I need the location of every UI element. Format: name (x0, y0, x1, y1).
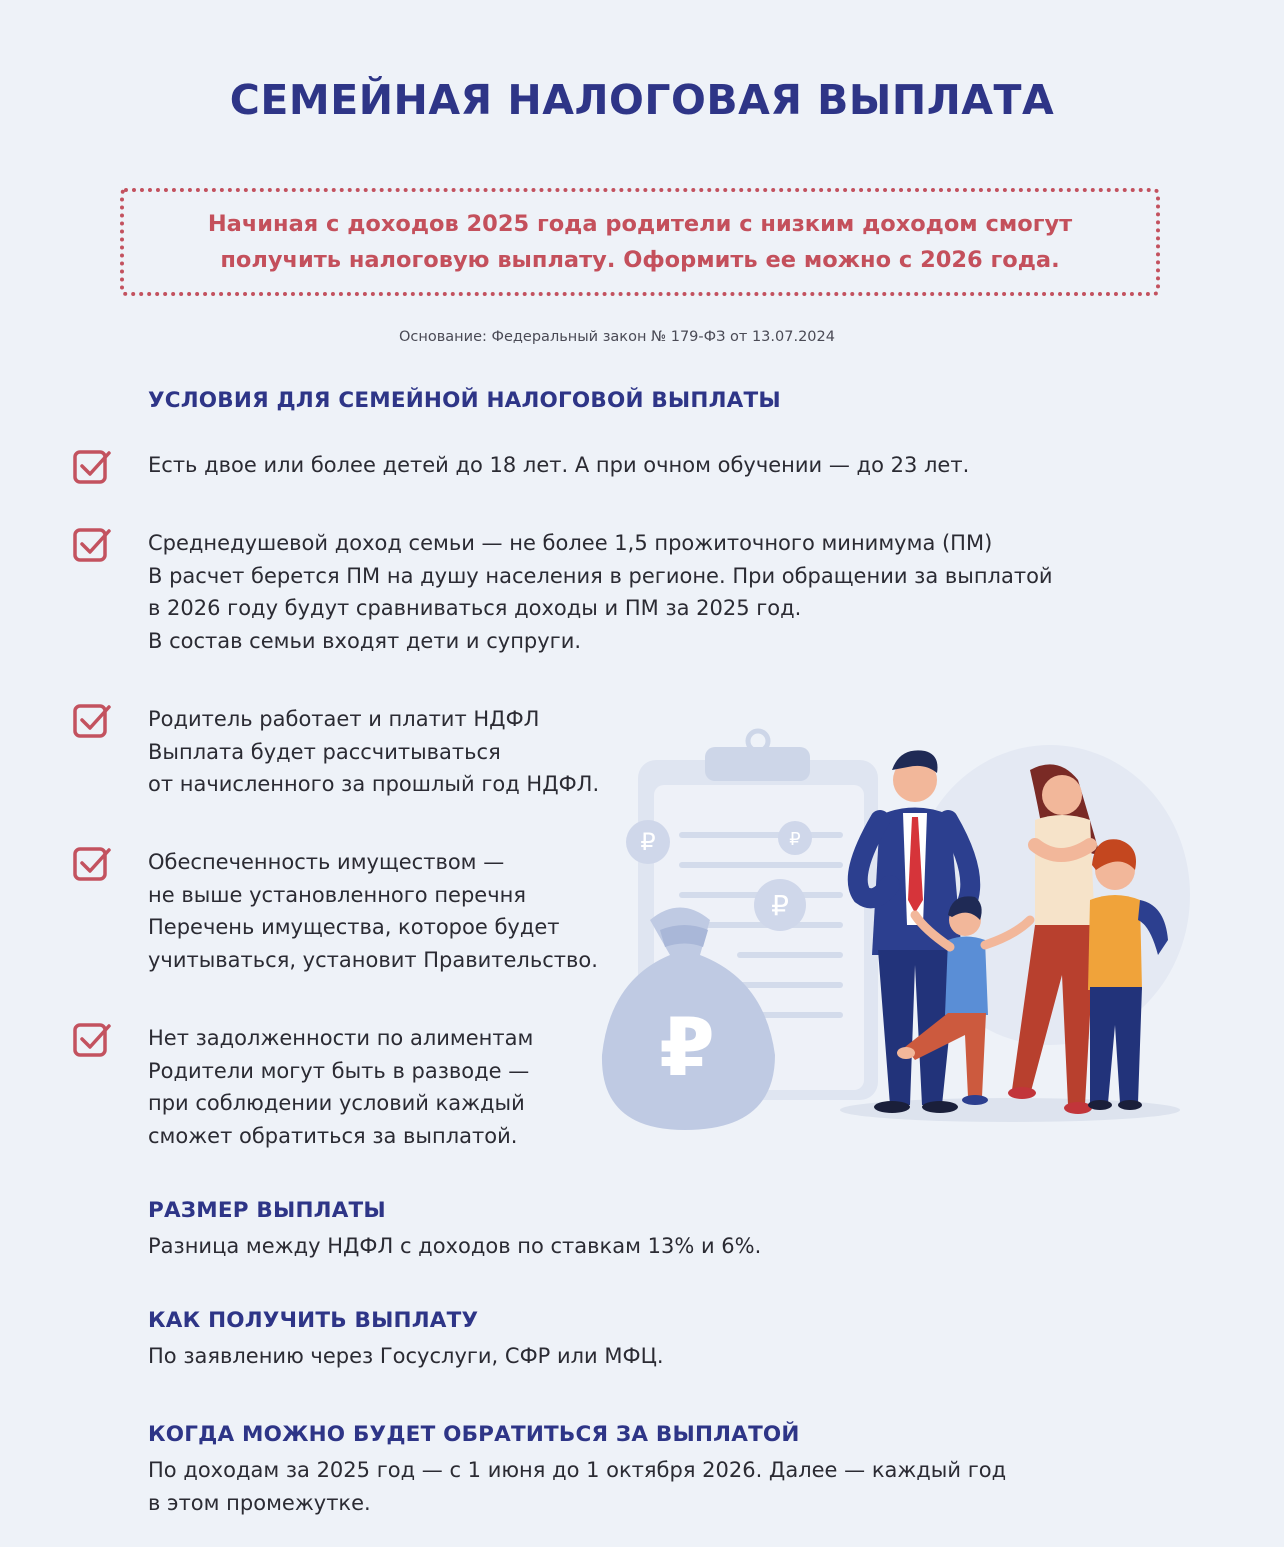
condition-item-5 (72, 1022, 533, 1152)
notice-text (190, 206, 1090, 278)
condition-item-2 (72, 527, 1053, 657)
amount-text: Разница между НДФЛ с доходов по ставкам 13% и 6%. (148, 1234, 762, 1258)
condition-line: не выше установленного перечня (148, 882, 526, 907)
when-heading: КОГДА МОЖНО БУДЕТ ОБРАТИТЬСЯ ЗА ВЫПЛАТОЙ (148, 1422, 800, 1447)
condition-item-1 (72, 449, 969, 487)
condition-item-4 (72, 846, 598, 976)
condition-line: Среднедушевой доход семьи — не более 1,5 прожиточного минимума (ПМ) (148, 531, 993, 555)
conditions-heading: УСЛОВИЯ ДЛЯ СЕМЕЙНОЙ НАЛОГОВОЙ ВЫПЛАТЫ (148, 388, 781, 413)
how-text: По заявлению через Госуслуги, СФР или МФЦ. (148, 1344, 664, 1368)
condition-line: при соблюдении условий каждый (148, 1091, 525, 1115)
condition-line: сможет обратиться за выплатой. (148, 1123, 518, 1148)
condition-line: Обеспеченность имуществом — (148, 850, 505, 874)
condition-line: Нет задолженности по алиментам (148, 1026, 534, 1050)
notice-box (120, 188, 1160, 296)
condition-item-3 (72, 703, 599, 801)
checkbox-checked-icon (72, 701, 112, 741)
condition-line: Родители могут быть в разводе — (148, 1058, 530, 1083)
condition-text (148, 1022, 533, 1152)
checkbox-checked-icon (72, 844, 112, 884)
condition-line: от начисленного за прошлый год НДФЛ. (148, 772, 600, 796)
checkbox-checked-icon (72, 1020, 112, 1060)
coin-icon (626, 820, 670, 864)
condition-line: учитываться, установит Правительство. (148, 947, 598, 972)
condition-text (148, 846, 598, 976)
svg-text:₽: ₽ (640, 828, 656, 856)
svg-text:₽: ₽ (659, 1001, 715, 1094)
condition-line: Есть двое или более детей до 18 лет. А при очном обучении — до 23 лет. (148, 453, 970, 477)
condition-line: в 2026 году будут сравниваться доходы и ПМ за 2025 год. (148, 596, 802, 620)
amount-heading: РАЗМЕР ВЫПЛАТЫ (148, 1198, 386, 1223)
checkbox-checked-icon (72, 447, 112, 487)
condition-line: В расчет берется ПМ на душу населения в регионе. При обращении за выплатой (148, 563, 1053, 588)
svg-text:₽: ₽ (789, 829, 801, 850)
condition-text (148, 703, 599, 801)
condition-line: Перечень имущества, которое будет (148, 915, 560, 939)
checkbox-checked-icon (72, 525, 112, 565)
condition-line: В состав семьи входят дети и супруги. (148, 628, 582, 653)
legal-basis: Основание: Федеральный закон № 179-ФЗ от 13.07.2024 (399, 329, 835, 345)
when-line-1: По доходам за 2025 год — с 1 июня до 1 октября 2026. Далее — каждый год (148, 1458, 1007, 1482)
how-heading: КАК ПОЛУЧИТЬ ВЫПЛАТУ (148, 1308, 479, 1333)
when-text (148, 1454, 1006, 1519)
family-illustration (590, 725, 1190, 1145)
svg-text:₽: ₽ (771, 889, 789, 922)
condition-line: Выплата будет рассчитываться (148, 739, 501, 764)
condition-line: Родитель работает и платит НДФЛ (148, 707, 540, 731)
when-line-2: в этом промежутке. (148, 1490, 371, 1515)
notice-line-2: получить налоговую выплату. Оформить ее можно с 2026 года. (220, 247, 1060, 273)
condition-text (148, 527, 1053, 657)
condition-text (148, 449, 969, 482)
page-title: СЕМЕЙНАЯ НАЛОГОВАЯ ВЫПЛАТА (229, 76, 1055, 124)
notice-line-1: Начиная с доходов 2025 года родители с низким доходом смогут (207, 211, 1073, 237)
